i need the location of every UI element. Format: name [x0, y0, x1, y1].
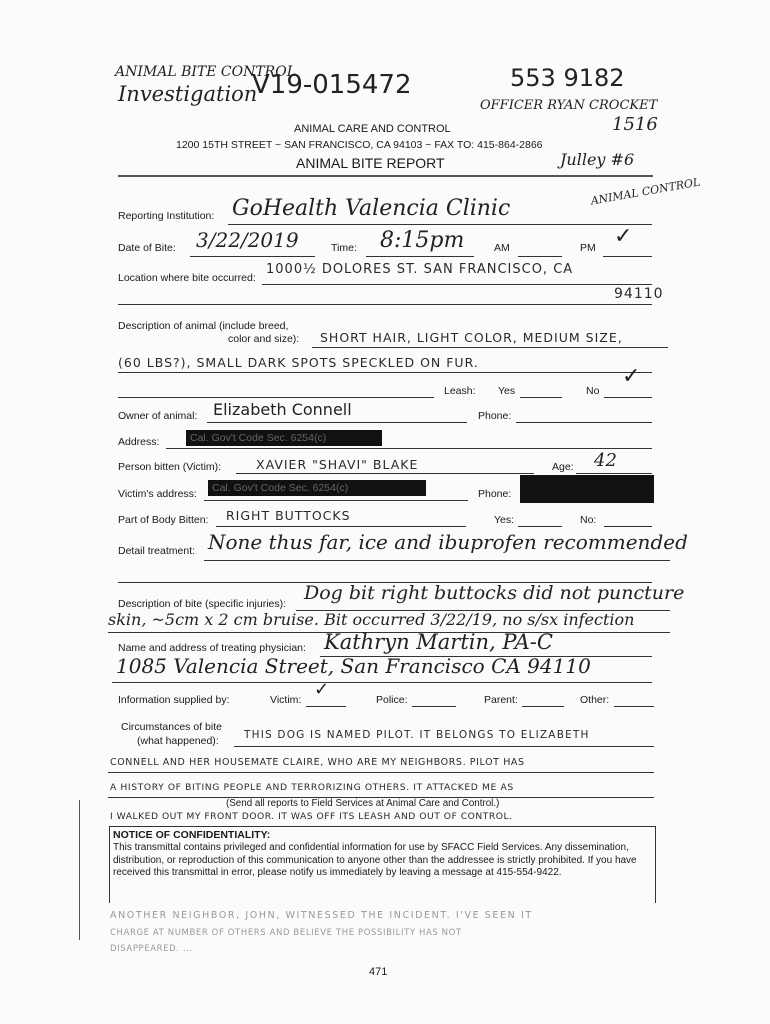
time-value: 8:15pm — [380, 228, 465, 253]
bottom-note-2: CHARGE AT NUMBER OF OTHERS AND BELIEVE THE POSSIBILITY HAS NOT — [110, 928, 462, 938]
annotation-animal-bite-control: ANIMAL BITE CONTROL — [115, 64, 297, 80]
physician-value: Kathryn Martin, PA-C — [324, 630, 553, 654]
time-label: Time: — [331, 242, 357, 254]
leash-no-check-icon: ✓ — [622, 364, 641, 389]
victim-phone-redaction — [520, 475, 654, 503]
leash-no-label: No — [586, 385, 600, 397]
info-victim-label: Victim: — [270, 694, 302, 706]
pm-check-icon: ✓ — [614, 224, 633, 249]
bottom-note-1: ANOTHER NEIGHBOR, JOHN, WITNESSED THE INCIDENT. I'VE SEEN IT — [110, 910, 533, 921]
location-value: 1000½ DOLORES ST. SAN FRANCISCO, CA — [266, 262, 574, 277]
leash-label: Leash: — [444, 385, 476, 397]
animal-desc-label-2: color and size): — [228, 333, 300, 345]
circ-label-2: (what happened): — [137, 735, 219, 747]
annotation-animal-control: ANIMAL CONTROL — [589, 175, 702, 208]
circ-label-1: Circumstances of bite — [121, 721, 222, 733]
reporting-institution-label: Reporting Institution: — [118, 210, 215, 222]
animal-desc-label-1: Description of animal (include breed, — [118, 320, 289, 332]
victim-value: XAVIER "SHAVI" BLAKE — [256, 457, 419, 472]
pm-label: PM — [580, 242, 596, 254]
address-redaction: Cal. Gov't Code Sec. 6254(c) — [186, 430, 382, 446]
annotation-1516: 1516 — [612, 114, 658, 135]
age-label: Age: — [552, 461, 574, 473]
info-parent-label: Parent: — [484, 694, 518, 706]
victim-address-redaction: Cal. Gov't Code Sec. 6254(c) — [208, 480, 426, 496]
org-name: ANIMAL CARE AND CONTROL — [294, 123, 451, 135]
bottom-note-3: DISAPPEARED. ... — [110, 944, 193, 954]
send-reports-note: (Send all reports to Field Services at Animal Care and Control.) — [226, 798, 500, 809]
bite-desc-value-1: Dog bit right buttocks did not puncture — [304, 582, 685, 604]
annotation-investigation: Investigation — [118, 82, 258, 106]
bite-desc-label: Description of bite (specific injuries): — [118, 598, 287, 610]
circ-line-1: THIS DOG IS NAMED PILOT. IT BELONGS TO ELIZABETH — [244, 729, 590, 741]
victim-phone-label: Phone: — [478, 488, 512, 500]
notice-heading: NOTICE OF CONFIDENTIALITY: — [113, 829, 271, 841]
annotation-julley: Julley #6 — [560, 150, 635, 169]
address-label: Address: — [118, 436, 160, 448]
circ-line-3: A HISTORY OF BITING PEOPLE AND TERRORIZING OTHERS. IT ATTACKED ME AS — [110, 782, 514, 793]
body-no-label: No: — [580, 514, 597, 526]
location-zip: 94110 — [614, 286, 664, 302]
reporting-institution-value: GoHealth Valencia Clinic — [232, 196, 511, 221]
body-part-value: RIGHT BUTTOCKS — [226, 508, 351, 523]
bite-desc-value-2: skin, ~5cm x 2 cm bruise. Bit occurred 3/22/19, no s/sx infection — [108, 610, 635, 629]
date-value: 3/22/2019 — [196, 228, 299, 252]
location-label: Location where bite occurred: — [118, 272, 256, 284]
physician-address: 1085 Valencia Street, San Francisco CA 94110 — [116, 654, 591, 678]
age-value: 42 — [594, 450, 617, 471]
page-number: 471 — [369, 966, 388, 978]
phone-annotation: 553 9182 — [510, 64, 625, 92]
header-rule — [118, 175, 653, 177]
report-title: ANIMAL BITE REPORT — [296, 155, 445, 171]
org-address: 1200 15TH STREET ~ SAN FRANCISCO, CA 94103 ~ FAX TO: 415-864-2866 — [176, 139, 543, 151]
owner-phone-label: Phone: — [478, 410, 512, 422]
treatment-label: Detail treatment: — [118, 545, 196, 557]
officer-annotation: OFFICER RYAN CROCKET — [480, 98, 658, 113]
circ-line-2: CONNELL AND HER HOUSEMATE CLAIRE, WHO ARE MY NEIGHBORS. PILOT HAS — [110, 757, 525, 768]
info-police-label: Police: — [376, 694, 408, 706]
circ-line-4: I WALKED OUT MY FRONT DOOR. IT WAS OFF ITS LEASH AND OUT OF CONTROL. — [110, 811, 513, 822]
body-part-label: Part of Body Bitten: — [118, 514, 209, 526]
confidentiality-notice — [109, 826, 656, 903]
leash-yes-label: Yes — [498, 385, 516, 397]
info-supplied-label: Information supplied by: — [118, 694, 230, 706]
am-label: AM — [494, 242, 510, 254]
date-label: Date of Bite: — [118, 242, 176, 254]
physician-label: Name and address of treating physician: — [118, 642, 306, 654]
victim-address-label: Victim's address: — [118, 488, 197, 500]
owner-value: Elizabeth Connell — [213, 400, 352, 419]
info-victim-check-icon: ✓ — [314, 679, 330, 700]
case-number: V19-015472 — [252, 70, 412, 100]
animal-desc-value-2: (60 LBS?), SMALL DARK SPOTS SPECKLED ON FUR. — [118, 355, 479, 370]
notice-body: This transmittal contains privileged and confidential information for use by SFACC Field Services. Any dissemination, distribution, or reproduction of this communication to anyone other than the addressee is strictly prohibited. If you have received this transmittal in error, please notify us immediately by leaving a message at 415-554-9422. — [113, 842, 637, 879]
victim-label: Person bitten (Victim): — [118, 461, 222, 473]
owner-label: Owner of animal: — [118, 410, 198, 422]
animal-desc-value-1: SHORT HAIR, LIGHT COLOR, MEDIUM SIZE, — [320, 330, 623, 345]
info-other-label: Other: — [580, 694, 610, 706]
treatment-value: None thus far, ice and ibuprofen recommended — [208, 530, 688, 554]
body-yes-label: Yes: — [494, 514, 515, 526]
